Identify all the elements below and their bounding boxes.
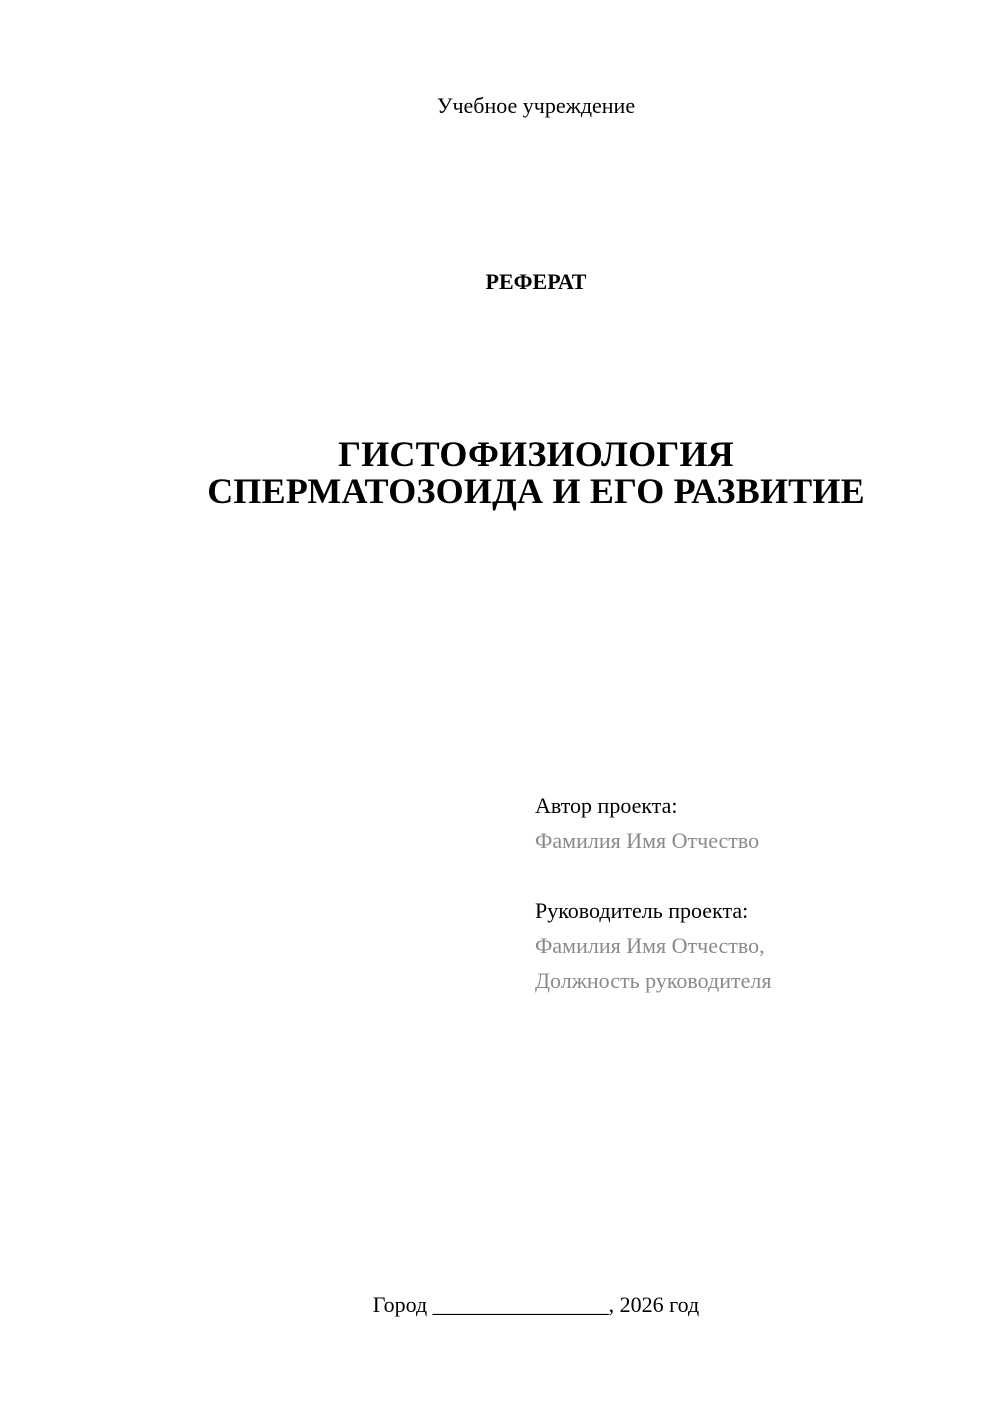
document-title-line-2: СПЕРМАТОЗОИДА И ЕГО РАЗВИТИЕ: [207, 471, 865, 511]
supervisor-label: Руководитель проекта:: [535, 898, 749, 923]
supervisor-position-placeholder: Должность руководителя: [535, 968, 772, 993]
document-title: [0, 436, 1000, 510]
credits-spacer: [535, 858, 975, 893]
institution-name: Учебное учреждение: [436, 93, 636, 118]
document-title-line-1: ГИСТОФИЗИОЛОГИЯ: [338, 434, 734, 474]
document-type-heading: РЕФЕРАТ: [485, 269, 587, 294]
project-credits: [535, 788, 975, 998]
supervisor-name-placeholder: Фамилия Имя Отчество,: [535, 933, 765, 958]
author-label: Автор проекта:: [535, 793, 678, 818]
author-name-placeholder: Фамилия Имя Отчество: [535, 828, 760, 853]
city-year-line: Город ________________, 2026 год: [372, 1292, 700, 1317]
